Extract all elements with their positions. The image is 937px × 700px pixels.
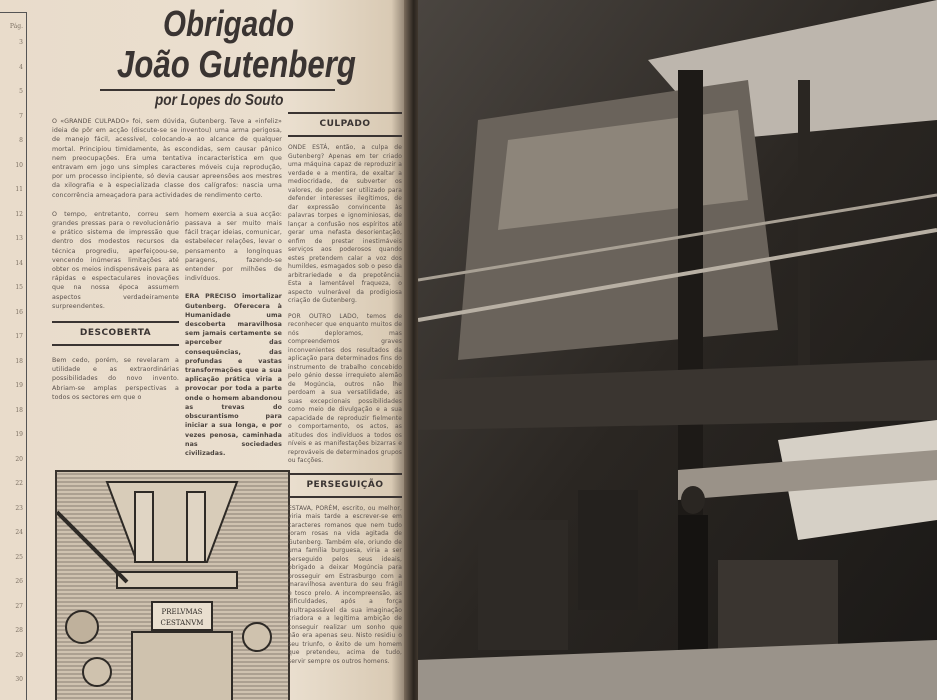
main-text-flow bbox=[52, 117, 282, 700]
index-page-number: 29 bbox=[15, 651, 23, 659]
index-page-number: 28 bbox=[15, 627, 23, 634]
section-heading-descoberta: DESCOBERTA bbox=[52, 321, 179, 346]
right-column-flow bbox=[288, 112, 402, 666]
woodcut-printing-press-illustration bbox=[55, 470, 290, 700]
two-column-block bbox=[52, 210, 282, 458]
index-page-number: 19 bbox=[15, 382, 23, 389]
table-of-contents-strip bbox=[0, 12, 27, 700]
index-page-number: 25 bbox=[15, 553, 23, 561]
index-page-number: 18 bbox=[15, 406, 23, 414]
index-page-number: 26 bbox=[15, 578, 23, 585]
col2-paragraph2 bbox=[185, 292, 282, 458]
index-page-number: 7 bbox=[19, 112, 23, 120]
index-page-number: 18 bbox=[15, 357, 23, 365]
col1-paragraph2: Bem cedo, porém, se revelaram a utilidade e as extraordinárias possibilidades do novo invento. Abriam-se amplas perspectivas a todos os sectores em que o bbox=[52, 357, 179, 401]
section-heading-culpado: CULPADO bbox=[288, 112, 402, 137]
section-heading-perseguicao: PERSEGUIÇÃO bbox=[288, 473, 402, 498]
index-page-number: 12 bbox=[15, 210, 23, 218]
index-page-number: 5 bbox=[19, 88, 23, 95]
index-page-number: 3 bbox=[19, 39, 23, 46]
byline: por Lopes do Souto bbox=[155, 92, 284, 109]
index-page-number: 4 bbox=[19, 63, 23, 71]
index-page-number: 16 bbox=[15, 308, 23, 316]
col3-paragraph2: POR OUTRO LADO, temos de reconhecer que enquanto muitos de nós deploramos, mas compreendemos graves inconvenientes dos resultados da aplicação para determinados fins do instrumento de trabalho concebido pelo génio desse irrequieto alemão de Mogúncia, outros não lhe perdoam a sua versatilidade, as suas excepcionais possibilidades como meio de divulgação e a sua capacidade de reproduzir fielmente o comportamento, os actos, as atitudes dos indivíduos a todos os níveis e as manifestações bizarras e reprováveis de determinados grupos ou facções. bbox=[288, 312, 402, 464]
woodcut-inscription-1: PRELVMAS bbox=[161, 608, 203, 617]
column-1 bbox=[52, 210, 179, 402]
woodcut-inscription-2: CESTANVM bbox=[160, 619, 204, 628]
magazine-left-page bbox=[0, 0, 412, 700]
col3-paragraph1: ONDE ESTÁ, então, a culpa de Gutenberg? Apenas em ter criado uma máquina capaz de reproduzir a verdade e a mentira, de exaltar a mediocridade, de subverter os valores, de poder ser utilizado para defender interesses ilegítimos, de dar expressão convincente às palavras torpes e ignominiosas, de lançar a confusão nos espíritos até gerar uma nefasta desorientação, enfim de prestar inestimáveis serviços aos poderosos quando estes pretendem calar a voz dos humildes, esmagados sob o peso da arbitrariedade e da prepotência. Esta a lamentável fraqueza, o aspecto vulnerável da prodigiosa criação de Gutenberg. bbox=[288, 144, 402, 304]
index-page-number: 19 bbox=[15, 431, 23, 438]
index-page-number: 13 bbox=[15, 235, 23, 242]
col2-lead: ERA PRECISO bbox=[185, 293, 237, 301]
index-page-number: 27 bbox=[15, 602, 23, 610]
index-page-number: 8 bbox=[19, 137, 23, 144]
title-rule bbox=[100, 89, 335, 91]
col2-paragraph1: homem exercia a sua acção: passava a ser muito mais fácil traçar ideias, comunicar, estabelecer relações, levar o pensamento a longínquas paragens, fazendo-se entender por milhões de indivíduos. bbox=[185, 210, 282, 283]
printing-press-photo bbox=[418, 0, 937, 700]
col2-body: imortalizar Gutenberg. Oferecera à Humanidade uma descoberta maravilhosa sem jamais certamente se aperceber das consequências, das profundas e vastas transformações que a sua aplicação prática viria a provocar por toda a parte onde o homem abandonou as trevas do obscurantismo para iniciar a sua longa, e por vezes penosa, caminhada nas sociedades civilizadas. bbox=[185, 293, 283, 457]
article-title-line2: João Gutenberg bbox=[117, 44, 356, 86]
index-page-number: 10 bbox=[15, 161, 23, 169]
index-page-number: 30 bbox=[15, 676, 23, 683]
col3-paragraph3: ESTAVA, PORÉM, escrito, ou melhor, viria mais tarde a escrever-se em caracteres romanos que nem tudo foram rosas na vida agitada de Gutenberg. Também ele, oriundo de uma família burguesa, viria a ser perseguido pelos seus ideais, obrigado a deixar Mogúncia para prosseguir em Estrasburgo com a maravilhosa aventura do seu frágil e tosco prelo. A incompreensão, as dificuldades, após a força inultrapassável da sua imaginação criadora e a legítima ambição de conseguir realizar um sonho que não era apenas seu. Nisto residiu o seu triunfo, o êxito de um homem que pretendeu, acima de tudo, servir sempre os outros homens. bbox=[288, 504, 402, 665]
index-page-number: 15 bbox=[15, 284, 23, 291]
index-page-number: 23 bbox=[15, 504, 23, 512]
index-page-number: 22 bbox=[15, 480, 23, 487]
index-header: Pág. bbox=[9, 23, 23, 30]
index-page-number: 17 bbox=[15, 333, 23, 340]
column-2 bbox=[185, 210, 282, 458]
index-page-number: 14 bbox=[15, 259, 23, 267]
index-page-number: 11 bbox=[15, 186, 23, 193]
intro-paragraph: O «GRANDE CULPADO» foi, sem dúvida, Gutenberg. Teve a «infeliz» ideia de pôr em acção (discute-se se inventou) uma arma perigosa, de manejo fácil, acessível, colocando-a ao alcance de qualquer mortal. Principiou timidamente, às escondidas, sem causar pânico nem preocupações. Era uma tentativa incaracterística em que entravam em jogo uns simples caracteres móveis cuja reprodução, por um processo incipiente, só devia causar apreensões aos mestres da xilografia e à especializada classe dos calígrafos: nascia uma concorrência ameaçadora para actividades de rendimento certo. bbox=[52, 118, 282, 199]
index-page-number: 20 bbox=[15, 455, 23, 463]
index-page-number: 24 bbox=[15, 529, 23, 536]
article-title-line1: Obrigado bbox=[163, 3, 295, 44]
col1-paragraph1: O tempo, entretanto, correu sem grandes pressas para o revolucionário e prático sistema de impressão que dentro dos modestos recursos da técnica progrediu, aperfeiçoou-se, vencendo inúmeras limitações até obter os meios indispensáveis para as rápidas e espectaculares inovações que na nossa época assumem aspectos verdadeiramente surpreendentes. bbox=[52, 210, 179, 310]
